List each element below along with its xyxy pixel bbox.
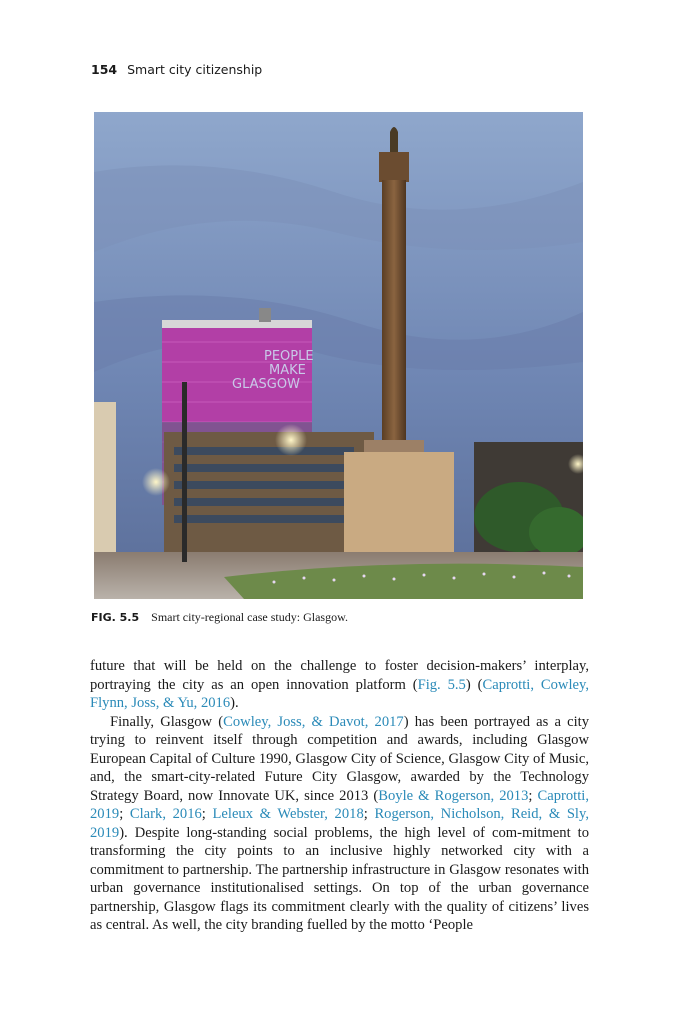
citation-separator: ;	[201, 806, 213, 822]
paragraph-2-text-a: Finally, Glasgow (	[110, 713, 224, 730]
citation-link[interactable]: Caprotti, Cowley, Flynn, Joss, & Yu, 2016	[90, 676, 589, 711]
paragraph-1-text-a: future that will be held on the challenge to foster decision-makers’ interplay, portraying the city as an open innovation platform (	[90, 658, 589, 693]
figure-reference-link[interactable]: Fig. 5.5	[417, 676, 466, 693]
body-text	[90, 657, 589, 935]
citation-link[interactable]: Rogerson, Nicholson, Reid, & Sly, 2019	[90, 806, 589, 841]
monument-plinth	[344, 452, 454, 562]
citation-link[interactable]: Boyle & Rogerson, 2013	[378, 787, 529, 804]
citation-link[interactable]: Caprotti, 2019	[90, 787, 589, 822]
paragraph-1-text-c: ).	[230, 695, 239, 711]
figure-caption-text: Smart city-regional case study: Glasgow.	[151, 610, 348, 624]
paragraph-1	[90, 657, 589, 713]
paragraph-2-text-b: ) has been portrayed as a city trying to reinvent itself through competition and awards, including Glasgow European Capital of Culture 1990, Glasgow City of Science, Glasgow City of Music, and, the smart-city-related Future City Glasgow, awarded by the Technology Strategy Board, now Innovate UK, since 2013 (	[90, 713, 589, 804]
figure-caption	[91, 610, 348, 625]
citation-link[interactable]: Cowley, Joss, & Davot, 2017	[223, 713, 404, 730]
paragraph-2-text-c: ). Despite long-standing social problems, the high level of com-mitment to transforming the city points to an inclusive highly networked city with a commitment to partnership. The partnership infrastructure in Glasgow resonates with urban governance institutionalised settings. On top of the urban governance partnership, Glasgow flags its commitment clearly with the quality of citizens’ lives as central. As well, the city branding fuelled by the motto ‘People	[90, 824, 589, 933]
lamp-post	[182, 382, 187, 562]
paragraph-2	[90, 713, 589, 935]
figure-caption-label: FIG. 5.5	[91, 611, 140, 624]
paragraph-1-text-b: ) (	[465, 676, 483, 693]
citation-separator: ;	[363, 806, 375, 822]
scott-monument-column	[382, 180, 406, 440]
running-title: Smart city citizenship	[127, 62, 263, 77]
citation-link[interactable]: Leleux & Webster, 2018	[212, 806, 364, 822]
sign-line-1: PEOPLE	[264, 349, 314, 364]
citation-link[interactable]: Clark, 2016	[129, 806, 202, 822]
column-capital	[379, 152, 409, 182]
running-header	[91, 62, 262, 77]
street-light-glow	[275, 424, 307, 456]
statue	[390, 127, 398, 152]
citation-separator: ;	[528, 787, 538, 804]
sign-line-2: MAKE	[269, 363, 306, 378]
sign-line-3: GLASGOW	[232, 377, 300, 392]
stone-building-left	[94, 402, 116, 552]
page-number: 154	[91, 62, 118, 77]
citation-separator: ;	[119, 806, 130, 822]
figure-photo-glasgow	[94, 112, 583, 599]
